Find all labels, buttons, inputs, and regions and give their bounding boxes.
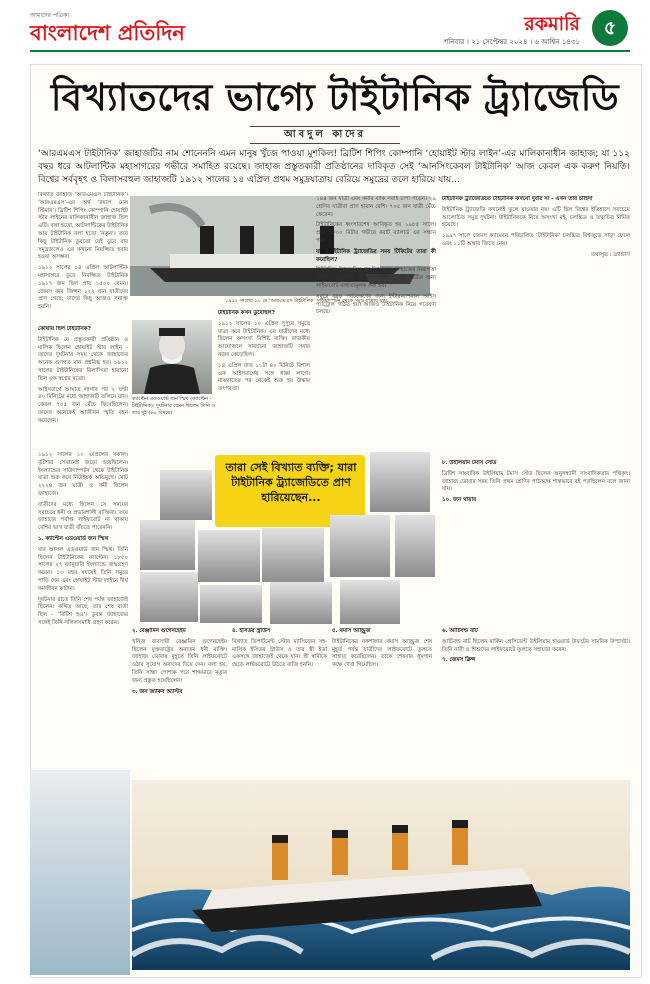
column-lower-3 — [332, 628, 432, 778]
paragraph: ১৪ এপ্রিল রাত ১১টা ৪০ মিনিটে বিশাল এক আইসবার্গের সঙ্গে ধাক্কা লাগে। মাঝরাতের পর থেকেই শুরু হয় উদ্ধার তৎপরতা। — [218, 362, 310, 393]
column-5 — [442, 196, 630, 456]
captain-photo-caption: ক্যাপ্টেন এডওয়ার্ড জন স্মিথ (ক্যাপ্টেন - টাইটানিক); দুর্ঘটনার যেমন ছিলেন তিনি ও তার দুই (৬০ বিষয়ে) — [132, 396, 216, 416]
article-headline: বিখ্যাতদের ভাগ্যে টাইটানিক ট্র্যাজেডি — [50, 76, 620, 119]
captain-smith-photo — [132, 320, 212, 394]
portrait-photo — [262, 528, 324, 582]
portrait-photo — [160, 470, 212, 520]
paragraph: ১৯১২ সালের ১০ এপ্রিল দুপুরে সমুদ্রে যাত্রা করে টাইটানিক। এর যাত্রীদের মধ্যে ছিলেন অসংখ্য বিশিষ্ট ব্যক্তি। রাজকীয় আয়োজনে সাজানো জাহাজটি সবার নজর কেড়েছিল। — [218, 320, 310, 358]
section-heading: টাইটানিক ট্র্যাজেডিতে টাইটানিক কখনো দুবার না - এখন তার চাহিদা — [442, 196, 593, 202]
portrait-photo — [140, 520, 195, 570]
section-heading: ২. বেঞ্জামিন গুগেনহেইম — [132, 628, 186, 634]
paragraph: ১৯১২ সালের ১০ এপ্রিলের সকাল। বৃটিশরা সেখানেই জড়ো হয়েছিলেন। ইংল্যান্ডের সাউদাম্পটন থেকে টাইটানিক যাত্রা শুরু করে নিউইয়র্ক অভিমুখে। মোট ২২২৪ জন যাত্রী ও কর্মী ছিলেন জাহাজে। — [38, 452, 128, 497]
issue-date: শনিবার । ২১ সেপ্টেম্বর ২০২৪ । ৬ আশ্বিন ১৪৩১ — [444, 38, 580, 46]
newspaper-logo[interactable] — [30, 10, 185, 45]
paragraph: ১৪৪ জন যাত্রী এবং কর্মীর বাকি সবাই চাপা পড়েন। ২৯ শ্রেণির যাত্রীরা প্রাণ হারান বেশি। ৭০৫ জন যাত্রী বেঁচে ফেরেন। — [316, 196, 436, 218]
paragraph: আর্চিবল্ড বাট ছিলেন মার্কিন প্রেসিডেন্ট উইলিয়াম হাওয়ার্ড টাফটের সামরিক উপদেষ্টা। তিনি নারী ও শিশুদের লাইফবোটে তুলতে সহায়তা করেন। — [442, 638, 630, 653]
portrait-photo — [200, 585, 262, 623]
paragraph: টাইটানিকের নকশাকার থমাস অ্যান্ড্রুজ শেষ মুহূর্ত পর্যন্ত যাত্রীদের লাইফবোটে তুলতে সাহায্য করেছিলেন। তাকে শেষবার ধূমপান কক্ষে দেখা গিয়েছিল। — [332, 638, 432, 669]
section-heading: ৩. জন জ্যাকব অ্যাস্টর — [132, 688, 183, 695]
header-divider — [30, 50, 630, 52]
column-1 — [38, 192, 128, 322]
section-heading: ৬. আর্চিবল্ড বাট — [442, 628, 478, 634]
article-intro: ‘আরএমএস টাইটানিক’ জাহাজটির নাম শোনেননি এমন মানুষ খুঁজে পাওয়া মুশকিল! ব্রিটিশ শিপিং কোম্পানি ‘হোয়াইট স্টার লাইন’-এর মালিকানাধীন জাহাজ; যা ১১২ বছর ধরে আটলান্টিক মহাসাগরের গভীরে সমাহিত রয়েছে। জাহাজ প্রস্তুতকারী প্রতিষ্ঠানের দাবিকৃত সেই ‘আনসিংকেবল টাইটানিক’ আজ কেবল এক করুণ নিয়তি। বিশ্বের সর্ববৃহৎ ও বিলাসবহুল জাহাজটি ১৯১২ সালের ১৪ এপ্রিল প্রথম সমুদ্রযাত্রায় বেরিয়ে সমুদ্রের তলে হারিয়ে যায়... — [38, 149, 630, 185]
source-credit: তথ্যসূত্র : ব্র্যান্ডার্স — [590, 251, 630, 258]
section-heading: টাইটানিক কখন ডুবেছিল? — [218, 310, 275, 316]
paragraph: টাইটানিক ট্র্যাজেডি কখনোই ভুলে যাওয়ার নয়। এটি ছিল বিশ্বের ইতিহাসে সবচেয়ে আলোচিত সমুদ্র দুর্ঘটনা। টাইটানিককে নিয়ে অসংখ্য বই, চলচ্চিত্র ও তথ্যচিত্র নির্মিত হয়েছে। — [442, 206, 630, 229]
column-lower-1 — [132, 628, 227, 778]
callout-text: তারা সেই বিখ্যাত ব্যক্তি; যারা টাইটানিক ট্র্যাজেডিতে প্রাণ হারিয়েছেন... — [225, 461, 357, 504]
logo-tagline: আমাদের পত্রিকা — [30, 12, 69, 19]
paragraph: ১৯১২ সালের ১৪ এপ্রিল আটলান্টিক মহাসাগরে ডুবে নিমজ্জিত টাইটানিক ১৯১৭ জন ছিল প্রায় ১৫০০ যেমন। জেমস কার জিন্সন ১২২ জন যাত্রীদের প্রাণ গেছে; যাদের কিছু আজও সনাক্ত হয়নি। — [38, 265, 128, 311]
logo-title: বাংলাদেশ প্রতিদিন — [30, 21, 185, 45]
column-1b — [38, 326, 128, 446]
portrait-photo — [330, 515, 390, 577]
section-heading: ১০. জন থায়ার — [442, 497, 477, 504]
paragraph: দুর্ঘটনার রাতে তিনি শেষ পর্যন্ত জাহাজেই ছিলেন। কথিত আছে, তার শেষ বার্তা ছিল - ‘বিটিশ হও’। ডুবন্ত জাহাজের সঙ্গেই তিনি সলিলসমাধি গ্রহণ করেন। — [38, 596, 128, 626]
portrait-photo — [370, 452, 430, 512]
section-heading: ১. ক্যাপ্টেন এডওয়ার্ড জন স্মিথ — [38, 535, 109, 542]
paragraph: টাইটানিক যে প্রস্তুতকারী প্রতিষ্ঠান ও মালিক ছিলেন হোয়াইট স্টার লাইন - তাদের দুর্ঘটনার সময় থেকে জাহাজের অনেক গুণগত মান প্রশ্নবিদ্ধ হয়। ১৯১২ সালের টাইটানিকের বিলাসিতা হারানো ছিল এক স্বপ্নের মতো। — [38, 336, 128, 382]
portrait-photo — [198, 530, 260, 582]
portrait-photo — [270, 582, 332, 624]
paragraph: যার আসল এডওয়ার্ড জন স্মিথ। তিনি ছিলেন টাইটানিকের ক্যাপ্টেন। ১৮৫০ সালের ২৭ জানুয়ারি ইংল্যান্ডে জন্মগ্রহণ করেন। ১৩ বছর বয়সেই তিনি সমুদ্রে পাড়ি দেন এবং হোয়াইট স্টার লাইনে দীর্ঘ কর্মজীবন কাটান। — [38, 546, 128, 592]
column-lower-right — [442, 460, 630, 620]
ship-photo-caption: ১৯১২ সালের ১০ মে ‘আরএমএস টাইটানিক’ সাউদাম্পটন থেকে সমুদ্র যাত্রায় যায় — [225, 298, 387, 304]
portrait-photo — [140, 572, 198, 622]
column-lower-2 — [232, 628, 327, 778]
section-title: রকমারি — [524, 13, 580, 35]
page-header — [0, 0, 650, 62]
paragraph: ব্রিটিশ সাংবাদিক উইলিয়াম টমাস স্টেড ছিলেন অনুসন্ধানী সাংবাদিকতার পথিকৃৎ। জাহাজ ডোবার সময় তিনি প্রথম শ্রেণির পাঠকক্ষে শান্তভাবে বই পড়ছিলেন বলে জানা যায়। — [442, 470, 630, 493]
column-2 — [38, 452, 128, 762]
column-lower-4 — [442, 628, 630, 778]
article-byline: আবদুল কাদের — [250, 126, 400, 144]
paragraph: যাত্রীদের মধ্যে ছিলেন সে সময়ের সবচেয়ে ধনী ও প্রভাবশালী ব্যক্তিরা। তবে জাহাজে পর্যাপ্ত লাইফবোট না থাকায় বেশির ভাগ যাত্রী বাঁচতে পারেননি। — [38, 501, 128, 532]
paragraph: টাইটানিকের ধ্বংসাবশেষ আবিষ্কৃত হয় ১৯৮৫ সালে। প্রায় ৩৮০০ মিটার গভীরে রবার্ট ব্যালার্ড এর সন্ধান পান। — [316, 222, 436, 244]
page-number: ৫ — [592, 10, 628, 46]
column-3 — [218, 310, 310, 450]
paragraph: সমুদ্রে বরফ পর্যবেক্ষণের জন্য ইন্টারন্যাশনাল আইস প্যাট্রোল গঠিত হয়। আজও টাইটানিক নিয়ে গবেষণা চলছে। — [316, 293, 436, 316]
section-heading: ৪. ইসিডর স্ট্রাউস — [232, 628, 271, 634]
section-heading: ৮. উইলিয়াম টমাস স্টেড — [442, 460, 497, 466]
titanic-painting — [132, 780, 630, 970]
section-heading: যারা টাইটানিক ট্র্যাজেডির সময় টিকিটের তারা কী করেছিল? — [316, 248, 436, 263]
paragraph: ১৯৯৭ সালে জেমস ক্যামেরন পরিচালিত ‘টাইটানিক’ চলচ্চিত্র বিশ্বজুড়ে সাড়া ফেলে এবং ১১টি অস্কার জিতে নেয়। — [442, 233, 630, 247]
section-heading: ৫. থমাস অ্যান্ড্রুজ — [332, 628, 371, 634]
paragraph: টাইটানিক ট্র্যাজেডির পর বিশ্ব জুড়ে জাহাজের নিরাপত্তা আইন নতুন করে সাজানো হয়। প্রতিটি যাত্রীর জন্য লাইফবোট বাধ্যতামূলক করা হয়। — [316, 267, 436, 289]
column-4 — [316, 196, 436, 451]
portrait-photo — [395, 515, 435, 577]
section-heading: ৭. জেমস ক্লিন্স — [442, 657, 476, 664]
paragraph: বিখ্যাত জাহাজ ‘আরএমএস টাইটানিক’। ‘আরএমএস’-এর অর্থ ‘রয়াল মেল স্টিমার’। ব্রিটিশ শিপিং কোম্পানি হোয়াইট স্টার লাইনের মালিকানাধীন জাহাজ ছিল এটি। বলা হতো, আটলান্টিকের টাইটানিক আর টাইটানিক বলা হতো ‘নতুন’। তবে কিছু টাইটানিক ডুবতো যেই ডুবে বার সমুদ্রজলেও এর কখনো নিমজ্জিত হবার হওয়া অসম্ভব। — [38, 192, 128, 261]
section-heading: কোথায় ছিল টাইটানিক? — [38, 326, 91, 332]
paragraph: খনিজ ব্যবসায়ী বেঞ্জামিন গুগেনহেইম ছিলেন যুক্তরাষ্ট্রের অন্যতম ধনী ব্যক্তি। জাহাজ ডোবার মুহূর্তে তিনি লাইফবোটে ওঠার সুযোগ অন্যদের দিয়ে দেন। বলা হয়, তিনি সান্ধ্য পোশাক পরে শান্তভাবে মৃত্যুর জন্য প্রস্তুত হয়েছিলেন। — [132, 638, 227, 684]
portrait-photo — [340, 580, 400, 624]
paragraph: বিখ্যাত ডিপার্টমেন্ট স্টোর ম্যাসিজের সহ-মালিক ইসিডর স্ট্রাউস ও তার স্ত্রী ইডা একসঙ্গে জাহাজেই থেকে যান। স্ত্রী স্বামীকে ছেড়ে লাইফবোটে উঠতে রাজি হননি। — [232, 638, 327, 669]
paragraph: আইসবার্গে আঘাত লাগার পর ২ ঘণ্টা ৪০ মিনিটের মধ্যে জাহাজটি তলিয়ে যায়। কেবল ৭০৫ জন বেঁচে ফিরেছিলেন। তাদের অনেকেই আজীবন স্মৃতি বহন করেছেন। — [38, 386, 128, 424]
wave-illustration — [30, 770, 130, 975]
